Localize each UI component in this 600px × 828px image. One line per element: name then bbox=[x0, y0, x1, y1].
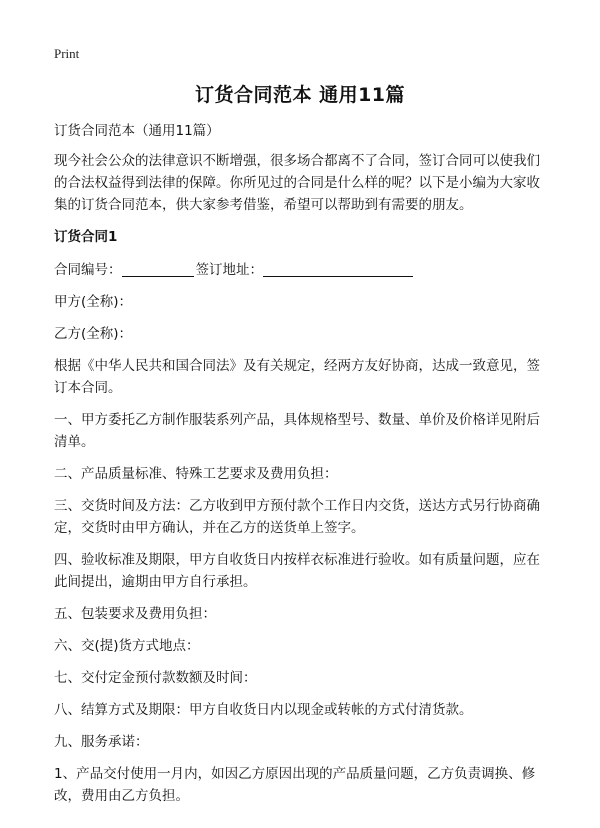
contract-number-row bbox=[54, 259, 550, 281]
clause-paragraph: 四、验收标准及期限，甲方自收货日内按样衣标准进行验收。如有质量问题，应在此间提出，逾期由甲方自行承担。 bbox=[54, 552, 540, 590]
contract-number-label: 合同编号： bbox=[54, 262, 122, 278]
document-subtitle: 订货合同范本（通用11篇） bbox=[54, 123, 220, 139]
clause-paragraph: 1、产品交付使用一月内，如因乙方原因出现的产品质量问题，乙方负责调换、修改，费用由乙方负担。 bbox=[54, 766, 536, 804]
contract-number-blank bbox=[122, 261, 194, 277]
clause-paragraph: 一、甲方委托乙方制作服装系列产品，具体规格型号、数量、单价及价格详见附后清单。 bbox=[54, 412, 540, 450]
clause-paragraph: 七、交付定金预付款数额及时间： bbox=[54, 670, 257, 686]
party-a-label: 甲方(全称)： bbox=[54, 294, 133, 310]
document-title: 订货合同范本 通用11篇 bbox=[194, 84, 406, 106]
clause-paragraph: 二、产品质量标准、特殊工艺要求及费用负担： bbox=[54, 466, 338, 482]
intro-paragraph: 现今社会公众的法律意识不断增强，很多场合都离不了合同，签订合同可以使我们的合法权益得到法律的保障。你所见过的合同是什么样的呢？以下是小编为大家收集的订货合同范本，供大家参考借鉴，希望可以帮助到有需要的朋友。 bbox=[54, 153, 540, 213]
sign-place-label: 签订地址： bbox=[195, 262, 263, 278]
clause-paragraph: 根据《中华人民共和国合同法》及有关规定，经两方友好协商，达成一致意见，签订本合同。 bbox=[54, 358, 540, 396]
clause-paragraph: 八、结算方式及期限：甲方自收货日内以现金或转帐的方式付清货款。 bbox=[54, 702, 473, 718]
print-link[interactable]: Print bbox=[54, 46, 80, 61]
party-b-label: 乙方(全称)： bbox=[54, 326, 133, 342]
document-body bbox=[54, 120, 550, 817]
section-heading: 订货合同1 bbox=[54, 229, 118, 245]
clause-paragraph: 六、交(提)货方式地点： bbox=[54, 638, 200, 654]
clause-paragraph: 九、服务承诺： bbox=[54, 734, 149, 750]
sign-place-blank bbox=[263, 261, 413, 277]
clause-paragraph: 三、交货时间及方法：乙方收到甲方预付款个工作日内交货，送达方式另行协商确定，交货时由甲方确认，并在乙方的送货单上签字。 bbox=[54, 498, 540, 536]
clause-paragraph: 五、包装要求及费用负担： bbox=[54, 606, 216, 622]
